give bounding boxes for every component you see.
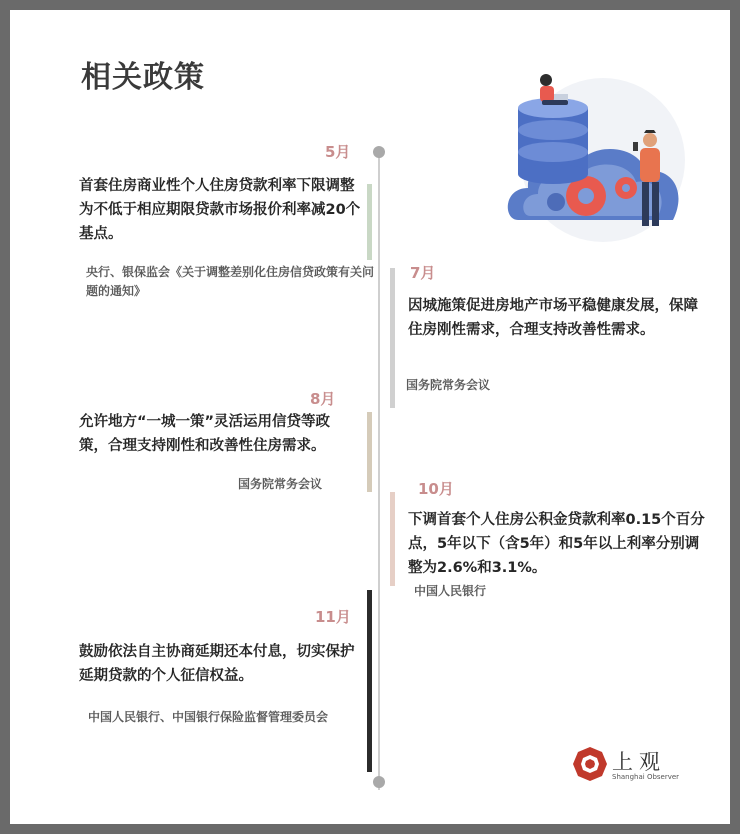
policy-source-may: 央行、银保监会《关于调整差别化住房信贷政策有关问题的通知》: [86, 265, 375, 298]
policy-source-november: 中国人民银行、中国银行保险监督管理委员会: [88, 710, 329, 724]
logo-name: 上观: [612, 750, 666, 774]
timeline-bar-november: [367, 590, 372, 772]
shanghai-observer-logo: [572, 742, 692, 792]
month-label-may: 5月: [325, 143, 351, 161]
policy-text-november: 鼓励依法自主协商延期还本付息，切实保护延期贷款的个人征信权益。: [79, 644, 355, 684]
month-label-august: 8月: [310, 390, 336, 408]
policy-text-july: 因城施策促进房地产市场平稳健康发展，保障住房刚性需求，合理支持改善性需求。: [408, 298, 698, 338]
timeline-bar-july: [390, 268, 395, 408]
month-label-november: 11月: [315, 608, 351, 626]
timeline-dot-bottom: [373, 776, 385, 788]
timeline-bar-august: [367, 412, 372, 492]
policy-text-august: 允许地方“一城一策”灵活运用信贷等政策，合理支持刚性和改善性住房需求。: [79, 414, 331, 454]
timeline-dot-top: [373, 146, 385, 158]
infographic-card: [10, 10, 730, 824]
policy-text-may: 首套住房商业性个人住房贷款利率下限调整为不低于相应期限贷款市场报价利率减20个基点。: [79, 178, 361, 242]
policy-source-october: 中国人民银行: [414, 584, 487, 598]
timeline-bar-may: [367, 184, 372, 260]
logo-mark-icon: [572, 746, 608, 782]
policy-source-august: 国务院常务会议: [238, 477, 323, 491]
cloud-database-illustration: [498, 70, 698, 250]
policy-source-july: 国务院常务会议: [406, 378, 491, 392]
month-label-october: 10月: [418, 480, 454, 498]
page-title: 相关政策: [81, 60, 205, 95]
timeline-line: [378, 150, 380, 790]
logo-subtitle: Shanghai Observer: [612, 773, 680, 781]
policy-text-october: 下调首套个人住房公积金贷款利率0.15个百分点，5年以下（含5年）和5年以上利率分别调整为2.6%和3.1%。: [408, 512, 705, 576]
month-label-july: 7月: [410, 264, 436, 282]
timeline-bar-october: [390, 492, 395, 586]
